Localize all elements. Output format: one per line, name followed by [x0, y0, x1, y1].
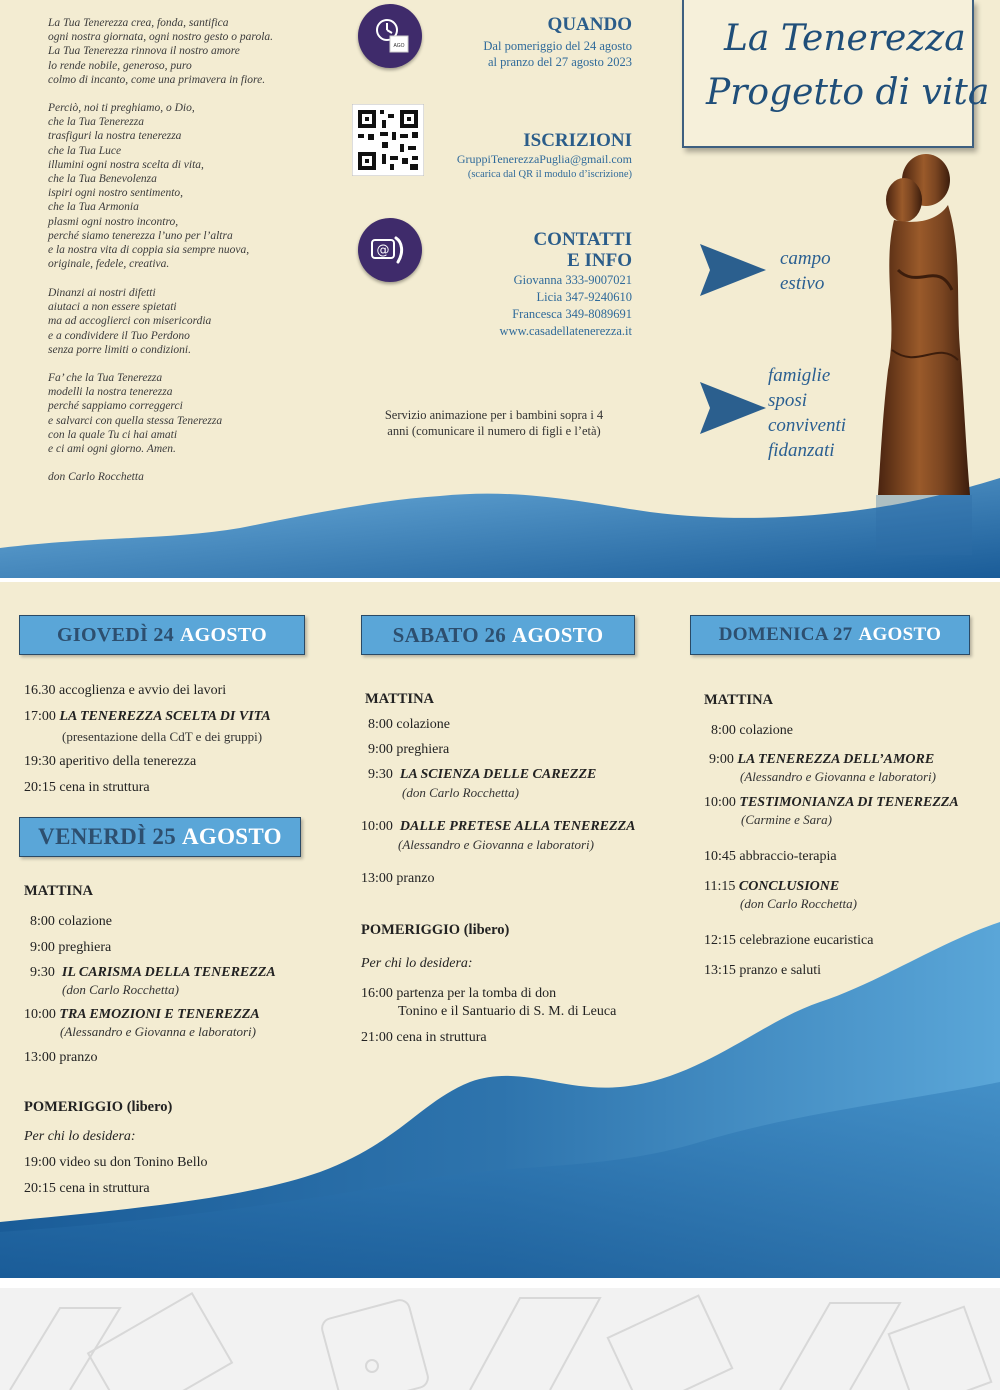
prayer-line: e ci ami ogni giorno. Amen.: [48, 443, 176, 456]
event-text: colazione: [396, 717, 451, 732]
schedule-item: [24, 1155, 207, 1171]
target-line: sposi: [768, 390, 808, 411]
prayer-line: trasfiguri la nostra tenerezza: [48, 130, 182, 143]
prayer-line: Dinanzi ai nostri difetti: [48, 287, 156, 299]
prayer-line: ma ad accoglierci con misericordia: [48, 315, 212, 328]
event-sub: (presentazione della CdT e dei gruppi): [62, 729, 263, 744]
prayer-line: ispiri ogni nostro sentimento,: [48, 187, 184, 200]
prayer-line: perché siamo tenerezza l’uno per l’altra: [48, 229, 233, 242]
event-text: LA SCIENZA DELLE CAREZZE: [399, 767, 597, 782]
prayer-line: che la Tua Benevolenza: [48, 173, 157, 186]
target-label: [768, 363, 846, 463]
schedule-item: [704, 795, 959, 811]
time-label: 9:30: [30, 965, 55, 980]
time-label: 19:30: [24, 754, 56, 769]
schedule-item: [368, 742, 449, 758]
contatti-heading-2: E INFO: [567, 250, 632, 271]
target-line: conviventi: [768, 415, 847, 436]
iscrizioni-heading: ISCRIZIONI: [523, 130, 632, 151]
day-header-venerdi: [19, 817, 301, 857]
schedule-item: [704, 849, 837, 865]
time-label: 20:15: [24, 780, 56, 795]
month-label: AGOSTO: [182, 824, 282, 849]
event-sub: (Carmine e Sara): [741, 812, 832, 827]
time-label: 20:15: [24, 1181, 56, 1196]
schedule-item: [30, 914, 112, 930]
quando-heading: QUANDO: [547, 14, 632, 35]
day-header-domenica: [690, 615, 970, 655]
event-text: pranzo: [59, 1050, 98, 1065]
per-chi-label: Per chi lo desidera:: [361, 956, 473, 971]
sculpture-image: [868, 150, 978, 570]
month-label: AGOSTO: [512, 622, 604, 647]
calendar-tag: AGO: [393, 43, 405, 49]
time-label: 9:30: [368, 767, 393, 782]
servizio-line: Servizio animazione per i bambini sopra i 4: [384, 408, 604, 422]
time-label: 13:00: [361, 871, 393, 886]
schedule-item: [704, 879, 839, 895]
time-label: 8:00: [30, 914, 55, 929]
prayer-stanza-3: [48, 286, 211, 357]
event-text: TESTIMONIANZA DI TENEREZZA: [739, 795, 959, 810]
event-text: pranzo: [396, 871, 435, 886]
event-text: video su don Tonino Bello: [59, 1155, 208, 1170]
time-label: 10:00: [24, 1007, 56, 1022]
section-heading: MATTINA: [704, 692, 774, 708]
section-heading: POMERIGGIO (libero): [361, 922, 510, 938]
prayer-line: che la Tua Luce: [48, 144, 122, 157]
prayer-line: che la Tua Armonia: [48, 201, 139, 214]
prayer-line: perché sappiamo correggerci: [48, 400, 183, 413]
time-label: 13:15: [704, 963, 736, 978]
event-text: accoglienza e avvio dei lavori: [59, 683, 227, 698]
prayer-line: La Tua Tenerezza rinnova il nostro amore: [48, 45, 240, 58]
time-label: 13:00: [24, 1050, 56, 1065]
schedule-item: [24, 1050, 97, 1066]
event-sub: (don Carlo Rocchetta): [402, 785, 519, 800]
schedule-item: [24, 754, 196, 770]
time-label: 10:00: [361, 819, 393, 834]
event-text: colazione: [58, 914, 113, 929]
time-label: 11:15: [704, 879, 736, 894]
event-text: aperitivo della tenerezza: [59, 754, 197, 769]
calendar-icon: [358, 4, 422, 68]
time-label: 16:00: [361, 986, 393, 1001]
schedule-item: [368, 767, 596, 783]
svg-text:@: @: [376, 243, 390, 258]
prayer-stanza-2: [48, 101, 249, 271]
schedule-item: [711, 723, 793, 739]
day-label: DOMENICA 27: [718, 624, 853, 645]
schedule-item: [24, 683, 226, 699]
prayer-line: e a condividere il Tuo Perdono: [48, 329, 190, 342]
website-link[interactable]: www.casadellatenerezza.it: [499, 324, 632, 338]
event-sub: (Alessandro e Giovanna e laboratori): [740, 769, 936, 784]
schedule-item: [24, 709, 271, 725]
event-text: preghiera: [396, 742, 450, 757]
time-label: 10:00: [704, 795, 736, 810]
contact-line: Licia 347-9240610: [536, 290, 632, 304]
campo-line: campo: [780, 248, 831, 269]
brochure-outside: [0, 0, 1000, 578]
qr-code-icon[interactable]: [352, 104, 424, 176]
time-label: 21:00: [361, 1030, 393, 1045]
prayer-stanza-1: [48, 16, 273, 87]
section-heading: MATTINA: [365, 691, 435, 707]
per-chi-label: Per chi lo desidera:: [24, 1129, 136, 1144]
event-text: pranzo e saluti: [739, 963, 822, 978]
contact-line: Giovanna 333-9007021: [513, 273, 632, 287]
section-heading: POMERIGGIO (libero): [24, 1099, 173, 1115]
time-label: 9:00: [368, 742, 393, 757]
title-line-1: La Tenerezza: [724, 18, 966, 59]
prayer-line: plasmi ogni nostro incontro,: [48, 215, 179, 228]
quando-line: al pranzo del 27 agosto 2023: [487, 55, 632, 69]
schedule-item: [361, 871, 434, 887]
event-text: cena in struttura: [396, 1030, 487, 1045]
schedule-item: [709, 752, 934, 768]
title-line-2: Progetto di vita: [706, 72, 990, 113]
event-text: celebrazione eucaristica: [739, 933, 874, 948]
event-text: TRA EMOZIONI E TENEREZZA: [59, 1007, 260, 1022]
time-label: 12:15: [704, 933, 736, 948]
campo-label: [780, 246, 831, 296]
campo-line: estivo: [780, 273, 825, 294]
prayer-line: modelli la nostra tenerezza: [48, 386, 173, 399]
event-text: cena in struttura: [59, 780, 150, 795]
prayer-signature: [48, 470, 144, 484]
contact-line: Francesca 349-8089691: [512, 307, 632, 321]
event-sub: (don Carlo Rocchetta): [62, 982, 179, 997]
iscrizioni-email[interactable]: GruppiTenerezzaPuglia@gmail.com: [456, 152, 632, 166]
schedule-item: [24, 1181, 150, 1197]
time-label: 16.30: [24, 683, 56, 698]
event-text: IL CARISMA DELLA TENEREZZA: [61, 965, 276, 980]
contatti-heading: CONTATTI: [533, 229, 632, 250]
month-label: AGOSTO: [179, 623, 267, 646]
prayer-line: ogni nostra giornata, ogni nostro gesto o parola.: [48, 31, 274, 44]
event-text: partenza per la tomba di don: [396, 986, 557, 1001]
schedule-item: [361, 986, 556, 1002]
time-label: 19:00: [24, 1155, 56, 1170]
servizio-line: anni (comunicare il numero di figli e l’età): [387, 424, 601, 438]
time-label: 10:45: [704, 849, 736, 864]
prayer-line: Perciò, noi ti preghiamo, o Dio,: [48, 102, 195, 114]
prayer-line: colmo di incanto, come una primavera in fiore.: [48, 73, 266, 86]
contact-icon: [358, 218, 422, 282]
event-text: preghiera: [58, 940, 112, 955]
schedule-item: [24, 780, 150, 796]
event-text-continued: Tonino e il Santuario di S. M. di Leuca: [398, 1004, 617, 1019]
day-header-sabato: [361, 615, 635, 655]
signature-text: don Carlo Rocchetta: [48, 471, 144, 483]
iscrizioni-note: (scarica dal QR il modulo d’iscrizione): [467, 169, 632, 180]
prayer-line: Fa’ che la Tua Tenerezza: [48, 372, 163, 384]
time-label: 9:00: [709, 752, 734, 767]
background-pattern: [0, 1288, 1000, 1390]
event-text: LA TENEREZZA SCELTA DI VITA: [59, 709, 271, 724]
servizio-note: [366, 407, 622, 439]
schedule-item: [361, 819, 635, 835]
schedule-item: [704, 963, 821, 979]
time-label: 9:00: [30, 940, 55, 955]
event-text: abbraccio-terapia: [739, 849, 837, 864]
prayer-line: lo rende nobile, generoso, puro: [48, 59, 192, 72]
time-label: 8:00: [368, 717, 393, 732]
quando-line: Dal pomeriggio del 24 agosto: [483, 39, 632, 53]
prayer-line: che la Tua Tenerezza: [48, 116, 144, 129]
schedule-item: [704, 933, 873, 949]
section-heading: MATTINA: [24, 883, 94, 899]
brochure-inside: [0, 582, 1000, 1278]
schedule-item: [30, 940, 111, 956]
schedule-item: [361, 1030, 487, 1046]
event-sub: (Alessandro e Giovanna e laboratori): [60, 1024, 256, 1039]
prayer-line: originale, fedele, creativa.: [48, 258, 170, 271]
arrow-icon: [700, 244, 766, 296]
prayer-line: aiutaci a non essere spietati: [48, 301, 177, 314]
time-label: 8:00: [711, 723, 736, 738]
month-label: AGOSTO: [858, 624, 942, 645]
pattern-decoration: [0, 1288, 1000, 1390]
prayer-line: e la nostra vita di coppia sia sempre nuova,: [48, 244, 250, 257]
day-label: VENERDÌ 25: [38, 824, 176, 849]
prayer-line: senza porre limiti o condizioni.: [48, 343, 192, 356]
day-label: GIOVEDÌ 24: [57, 623, 174, 646]
schedule-item: [368, 717, 450, 733]
prayer-line: La Tua Tenerezza crea, fonda, santifica: [48, 17, 229, 29]
target-line: fidanzati: [768, 440, 835, 461]
event-text: DALLE PRETESE ALLA TENEREZZA: [399, 819, 636, 834]
prayer-line: con la quale Tu ci hai amati: [48, 428, 178, 441]
day-header-giovedi: [19, 615, 305, 655]
prayer-line: e salvarci con quella stessa Tenerezza: [48, 414, 223, 427]
arrow-icon: [700, 382, 766, 434]
prayer-stanza-4: [48, 371, 222, 456]
event-sub: (don Carlo Rocchetta): [740, 896, 857, 911]
event-text: colazione: [739, 723, 794, 738]
event-text: LA TENEREZZA DELL’AMORE: [737, 752, 935, 767]
event-text: cena in struttura: [59, 1181, 150, 1196]
schedule-item: [30, 965, 276, 981]
target-line: famiglie: [768, 365, 831, 386]
event-text: CONCLUSIONE: [738, 879, 840, 894]
prayer-line: illumini ogni nostra scelta di vita,: [48, 158, 204, 171]
time-label: 17:00: [24, 709, 56, 724]
event-sub: (Alessandro e Giovanna e laboratori): [398, 837, 594, 852]
title-box: [682, 0, 990, 148]
schedule-item: [24, 1007, 260, 1023]
day-label: SABATO 26: [392, 622, 507, 647]
